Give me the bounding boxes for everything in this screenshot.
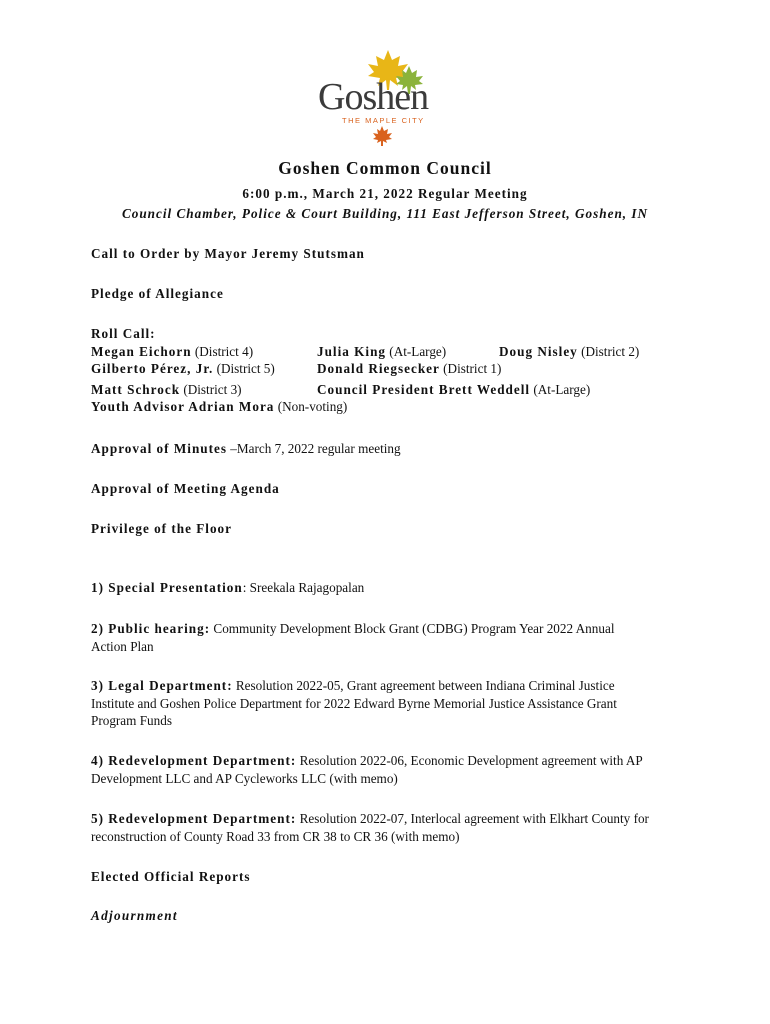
logo-wordmark: Goshen bbox=[318, 76, 429, 118]
roll-call-heading: Roll Call: bbox=[91, 326, 156, 341]
roll-call-row bbox=[91, 398, 691, 416]
approval-of-minutes: Approval of Minutes –March 7, 2022 regular meeting bbox=[91, 441, 401, 456]
adjournment: Adjournment bbox=[91, 908, 178, 923]
elected-official-reports: Elected Official Reports bbox=[91, 869, 251, 884]
orange-maple-leaf-icon bbox=[373, 126, 392, 146]
meeting-datetime: 6:00 p.m., March 21, 2022 Regular Meeting bbox=[242, 186, 528, 201]
agenda-item: 5) Redevelopment Department: Resolution 2022-07, Interlocal agreement with Elkhart County for reconstruction of County Road 33 from CR 38 to CR 36 (with memo) bbox=[91, 811, 649, 844]
roll-call-section bbox=[91, 325, 691, 416]
council-member: Doug Nisley (District 2) bbox=[499, 343, 640, 359]
agenda-item: 2) Public hearing: Community Development Block Grant (CDBG) Program Year 2022 Annual Action Plan bbox=[91, 621, 615, 654]
approval-of-agenda: Approval of Meeting Agenda bbox=[91, 481, 280, 496]
call-to-order: Call to Order by Mayor Jeremy Stutsman bbox=[91, 246, 365, 261]
youth-advisor: Youth Advisor Adrian Mora (Non-voting) bbox=[91, 399, 348, 414]
page-title: Goshen Common Council bbox=[278, 158, 492, 178]
council-member: Matt Schrock (District 3) bbox=[91, 381, 242, 397]
council-member: Megan Eichorn (District 4) bbox=[91, 343, 254, 359]
agenda-item: 3) Legal Department: Resolution 2022-05, Grant agreement between Indiana Criminal Justice Institute and Goshen Police Department for 2022 Edward Byrne Memorial Justice Assistance Grant Program Funds bbox=[91, 678, 617, 728]
pledge-of-allegiance: Pledge of Allegiance bbox=[91, 286, 224, 301]
logo-tagline: THE MAPLE CITY bbox=[342, 116, 425, 125]
goshen-logo bbox=[318, 48, 453, 146]
council-member: Council President Brett Weddell (At-Large) bbox=[317, 381, 591, 397]
roll-call-row bbox=[91, 360, 691, 378]
privilege-of-floor: Privilege of the Floor bbox=[91, 521, 233, 536]
council-member: Gilberto Pérez, Jr. (District 5) bbox=[91, 361, 275, 376]
council-member: Julia King (At-Large) bbox=[317, 343, 447, 359]
agenda-item: 4) Redevelopment Department: Resolution 2022-06, Economic Development agreement with AP Development LLC and AP Cycleworks LLC (with memo) bbox=[91, 753, 643, 786]
roll-call-row bbox=[91, 381, 691, 399]
meeting-location: Council Chamber, Police & Court Building, 111 East Jefferson Street, Goshen, IN bbox=[121, 206, 649, 221]
council-member: Donald Riegsecker (District 1) bbox=[317, 361, 502, 376]
roll-call-row bbox=[91, 343, 691, 361]
agenda-item: 1) Special Presentation: Sreekala Rajagopalan bbox=[91, 580, 365, 595]
